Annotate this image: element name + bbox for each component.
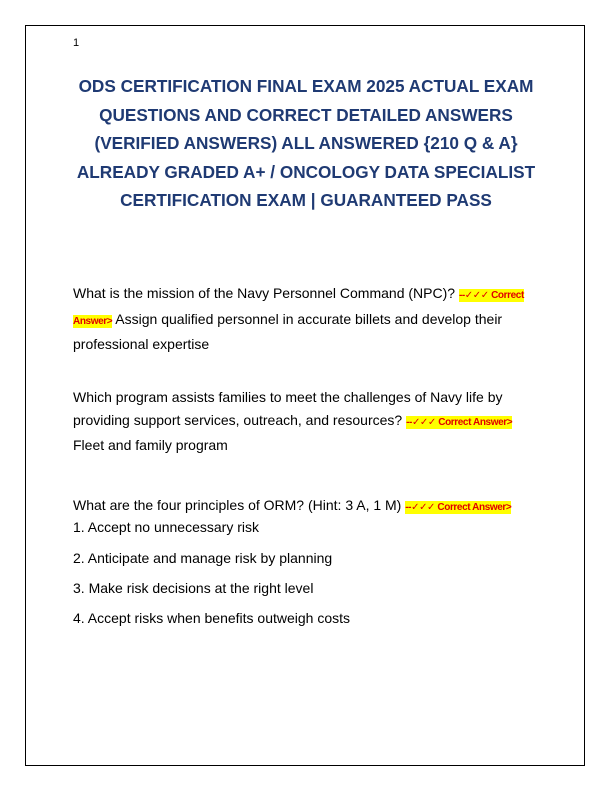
correct-answer-tag: --✓✓✓ Correct Answer>: [406, 416, 513, 428]
answer-list-item: 2. Anticipate and manage risk by planning: [73, 550, 333, 566]
question-3-text: What are the four principles of ORM? (Hint: 3 A, 1 M): [73, 497, 402, 513]
question-2-answer: Fleet and family program: [73, 437, 228, 453]
question-3: [73, 494, 543, 520]
question-2-text: Which program assists families to meet the challenges of Navy life by providing support services, outreach, and resources?: [73, 389, 503, 428]
correct-answer-tag: --✓✓✓ Correct Answer>: [73, 290, 524, 327]
question-1: [73, 282, 543, 356]
answer-list-item: 3. Make risk decisions at the right level: [73, 580, 314, 596]
question-2: [73, 386, 543, 457]
correct-answer-tag: --✓✓✓ Correct Answer>: [405, 502, 512, 513]
page-number: 1: [73, 37, 80, 49]
answer-list-item: 4. Accept risks when benefits outweigh costs: [73, 610, 351, 626]
question-1-answer: Assign qualified personnel in accurate billets and develop their professional expertise: [73, 310, 503, 352]
answer-list-item: 1. Accept no unnecessary risk: [73, 519, 259, 535]
document-title: ODS CERTIFICATION FINAL EXAM 2025 ACTUAL EXAM QUESTIONS AND CORRECT DETAILED ANSWERS (VERIFIED ANSWERS) ALL ANSWERED {210 Q & A} ALREADY GRADED A+ / ONCOLOGY DATA SPECIALIST CERTIFICATION EXAM | GUARANTEED PASS: [76, 76, 536, 210]
question-1-text: What is the mission of the Navy Personnel Command (NPC)?: [73, 285, 456, 301]
